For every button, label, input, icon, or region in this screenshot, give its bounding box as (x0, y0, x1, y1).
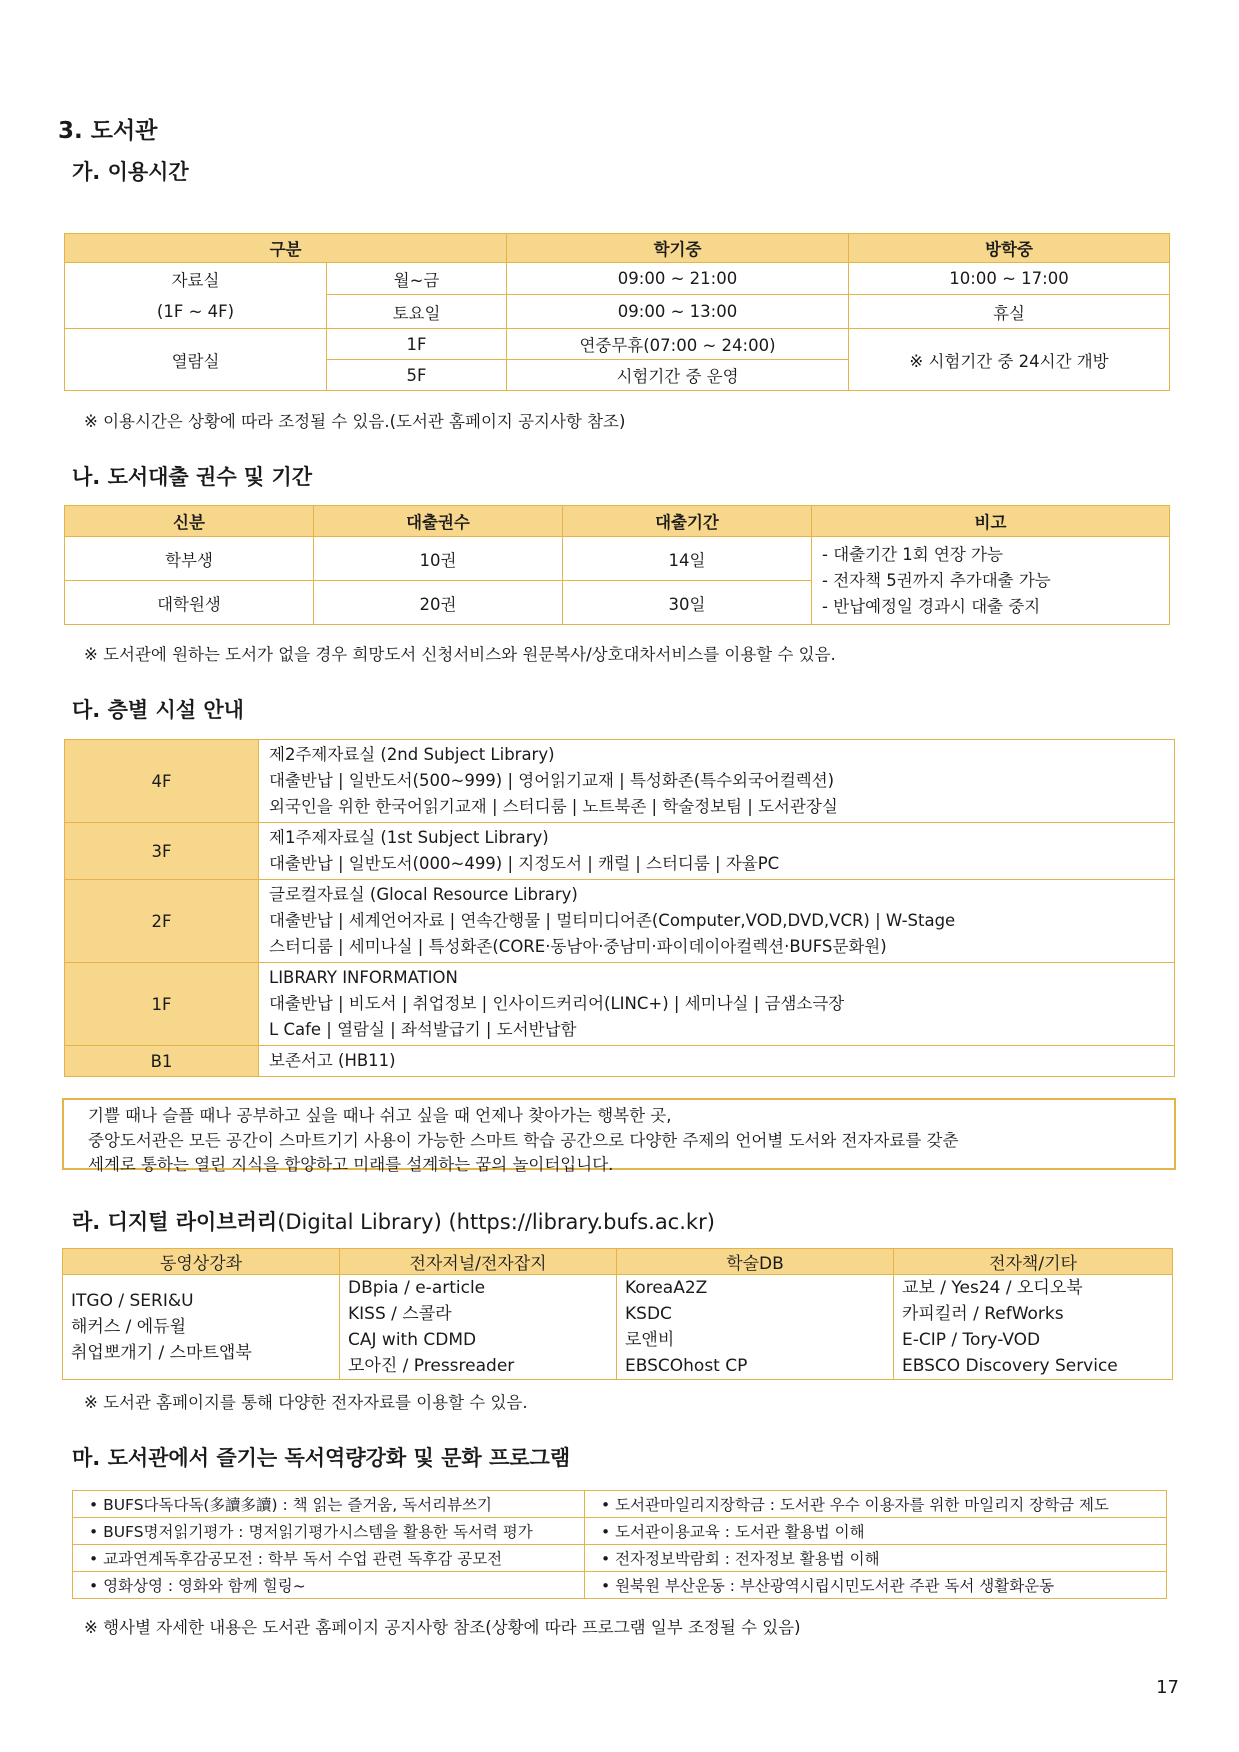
digital-resource: 카피킬러 / RefWorks (902, 1304, 1064, 1324)
hours-header-vacation: 방학중 (849, 234, 1170, 263)
loan-heading: 나. 도서대출 권수 및 기간 (72, 465, 313, 489)
facility-line: L Cafe | 열람실 | 좌석발급기 | 도서반납함 (269, 1020, 577, 1039)
material-room-floors: (1F ~ 4F) (156, 301, 235, 321)
reading-room-vacation: ※ 시험기간 중 24시간 개방 (849, 329, 1170, 391)
floors-table (64, 739, 1175, 1077)
floor-label: 4F (65, 740, 259, 823)
digital-resource: ITGO / SERI&U (71, 1291, 194, 1311)
reading-room-floor-1f: 1F (327, 329, 507, 360)
loan-remark: - 반납예정일 경과시 대출 중지 (822, 596, 1041, 616)
page-number: 17 (1156, 1677, 1179, 1698)
floor-facilities (259, 880, 1175, 963)
loan-header-remarks: 비고 (812, 506, 1170, 537)
loan-remark: - 전자책 5권까지 추가대출 가능 (822, 570, 1051, 590)
digital-header-ebook: 전자책/기타 (894, 1249, 1173, 1275)
digital-header-journal: 전자저널/전자잡지 (340, 1249, 617, 1275)
digital-heading (72, 1206, 715, 1236)
floor-facilities (259, 1046, 1175, 1077)
programs-table (72, 1490, 1167, 1599)
hours-header-category: 구분 (65, 234, 507, 263)
floor-facilities (259, 740, 1175, 823)
loan-header-period: 대출기간 (563, 506, 812, 537)
program-item: • 교과연계독후감공모전 : 학부 독서 수업 관련 독후감 공모전 (73, 1545, 585, 1572)
loan-count-grad: 20권 (314, 581, 563, 625)
digital-resource: 교보 / Yes24 / 오디오북 (902, 1278, 1083, 1298)
digital-column-video (63, 1275, 340, 1380)
material-room-cell (65, 263, 327, 329)
digital-resource: E-CIP / Tory-VOD (902, 1330, 1041, 1350)
digital-heading-url: (Digital Library) (https://library.bufs.ac.kr) (277, 1210, 715, 1234)
saturday-label: 토요일 (327, 295, 507, 329)
intro-line: 세계로 통하는 열린 지식을 함양하고 미래를 설계하는 꿈의 놀이터입니다. (88, 1155, 614, 1174)
hours-heading: 가. 이용시간 (72, 160, 189, 184)
loan-remark: - 대출기간 1회 연장 가능 (822, 544, 1003, 564)
loan-header-count: 대출권수 (314, 506, 563, 537)
weekday-semester-hours: 09:00 ~ 21:00 (507, 263, 849, 295)
library-intro-box (62, 1098, 1176, 1174)
digital-header-db: 학술DB (617, 1249, 894, 1275)
digital-resource: DBpia / e-article (348, 1278, 486, 1298)
program-item: • 원북원 부산운동 : 부산광역시립시민도서관 주관 독서 생활화운동 (585, 1572, 1167, 1599)
floor-label: 2F (65, 880, 259, 963)
loan-count-undergrad: 10권 (314, 537, 563, 581)
facility-line: LIBRARY INFORMATION (269, 968, 458, 987)
digital-resource: 로앤비 (625, 1330, 675, 1350)
loan-remarks (812, 537, 1170, 625)
loan-status-undergrad: 학부생 (65, 537, 314, 581)
facility-line: 스터디룸 | 세미나실 | 특성화존(CORE·동남아·중남미·파이데이아컬렉션·BUFS문화원) (269, 937, 887, 956)
weekday-vacation-hours: 10:00 ~ 17:00 (849, 263, 1170, 295)
reading-room-floor-5f: 5F (327, 360, 507, 391)
saturday-vacation-hours: 휴실 (849, 295, 1170, 329)
digital-resource: 해커스 / 에듀윌 (71, 1317, 187, 1337)
programs-note: ※ 행사별 자세한 내용은 도서관 홈페이지 공지사항 참조(상황에 따라 프로그램 일부 조정될 수 있음) (84, 1618, 801, 1637)
program-item: • BUFS명저읽기평가 : 명저읽기평가시스템을 활용한 독서력 평가 (73, 1518, 585, 1545)
digital-resource: EBSCOhost CP (625, 1356, 748, 1376)
digital-resource: KISS / 스콜라 (348, 1304, 452, 1324)
program-item: • 도서관마일리지장학금 : 도서관 우수 이용자를 위한 마일리지 장학금 제도 (585, 1491, 1167, 1518)
digital-column-ebook (894, 1275, 1173, 1380)
floor-facilities (259, 823, 1175, 880)
reading-room-5f-hours: 시험기간 중 운영 (507, 360, 849, 391)
floors-heading: 다. 층별 시설 안내 (72, 698, 244, 722)
program-item: • 영화상영 : 영화와 함께 힐링~ (73, 1572, 585, 1599)
digital-resource: KoreaA2Z (625, 1278, 708, 1298)
facility-line: 대출반납 | 일반도서(000~499) | 지정도서 | 캐럴 | 스터디룸 | 자율PC (269, 854, 780, 873)
facility-line: 보존서고 (HB11) (269, 1051, 396, 1070)
facility-line: 글로컬자료실 (Glocal Resource Library) (269, 885, 578, 904)
facility-line: 대출반납 | 일반도서(500~999) | 영어읽기교재 | 특성화존(특수외국어컬렉션) (269, 771, 835, 790)
loan-status-grad: 대학원생 (65, 581, 314, 625)
digital-note: ※ 도서관 홈페이지를 통해 다양한 전자자료를 이용할 수 있음. (84, 1393, 528, 1412)
hours-note: ※ 이용시간은 상황에 따라 조정될 수 있음.(도서관 홈페이지 공지사항 참조) (84, 412, 626, 431)
facility-line: 대출반납 | 비도서 | 취업정보 | 인사이드커리어(LINC+) | 세미나실 | 금샘소극장 (269, 994, 845, 1013)
material-room-name: 자료실 (171, 270, 220, 290)
floor-label: 3F (65, 823, 259, 880)
intro-line: 중앙도서관은 모든 공간이 스마트기기 사용이 가능한 스마트 학습 공간으로 다양한 주제의 언어별 도서와 전자자료를 갖춘 (88, 1130, 959, 1150)
digital-resource: KSDC (625, 1304, 672, 1324)
program-item: • 전자정보박람회 : 전자정보 활용법 이해 (585, 1545, 1167, 1572)
digital-heading-title: 라. 디지털 라이브러리 (72, 1210, 278, 1234)
saturday-semester-hours: 09:00 ~ 13:00 (507, 295, 849, 329)
program-item: • BUFS다독다독(多讀多讀) : 책 읽는 즐거움, 독서리뷰쓰기 (73, 1491, 585, 1518)
facility-line: 제1주제자료실 (1st Subject Library) (269, 828, 549, 847)
weekday-label: 월~금 (327, 263, 507, 295)
digital-header-video: 동영상강좌 (63, 1249, 340, 1275)
floor-facilities (259, 963, 1175, 1046)
facility-line: 제2주제자료실 (2nd Subject Library) (269, 745, 555, 764)
digital-resource: 취업뽀개기 / 스마트앱북 (71, 1343, 252, 1363)
digital-column-db (617, 1275, 894, 1380)
loan-header-status: 신분 (65, 506, 314, 537)
hours-table (64, 233, 1170, 391)
facility-line: 대출반납 | 세계언어자료 | 연속간행물 | 멀티미디어존(Computer,VOD,DVD,VCR) | W-Stage (269, 911, 956, 930)
section-title: 3. 도서관 (58, 118, 158, 144)
floor-label: 1F (65, 963, 259, 1046)
loan-period-grad: 30일 (563, 581, 812, 625)
digital-column-journal (340, 1275, 617, 1380)
digital-resource: 모아진 / Pressreader (348, 1356, 515, 1376)
loan-note: ※ 도서관에 원하는 도서가 없을 경우 희망도서 신청서비스와 원문복사/상호대차서비스를 이용할 수 있음. (84, 645, 836, 664)
program-item: • 도서관이용교육 : 도서관 활용법 이해 (585, 1518, 1167, 1545)
facility-line: 외국인을 위한 한국어읽기교재 | 스터디룸 | 노트북존 | 학술정보팀 | 도서관장실 (269, 797, 838, 816)
programs-heading: 마. 도서관에서 즐기는 독서역량강화 및 문화 프로그램 (72, 1446, 571, 1470)
digital-table (62, 1248, 1173, 1380)
digital-resource: EBSCO Discovery Service (902, 1356, 1118, 1376)
reading-room-1f-hours: 연중무휴(07:00 ~ 24:00) (507, 329, 849, 360)
reading-room-name: 열람실 (65, 329, 327, 391)
hours-header-semester: 학기중 (507, 234, 849, 263)
loan-table (64, 505, 1170, 625)
intro-line: 기쁠 때나 슬플 때나 공부하고 싶을 때나 쉬고 싶을 때 언제나 찾아가는 행복한 곳, (88, 1106, 672, 1125)
floor-label: B1 (65, 1046, 259, 1077)
loan-period-undergrad: 14일 (563, 537, 812, 581)
digital-resource: CAJ with CDMD (348, 1330, 477, 1350)
